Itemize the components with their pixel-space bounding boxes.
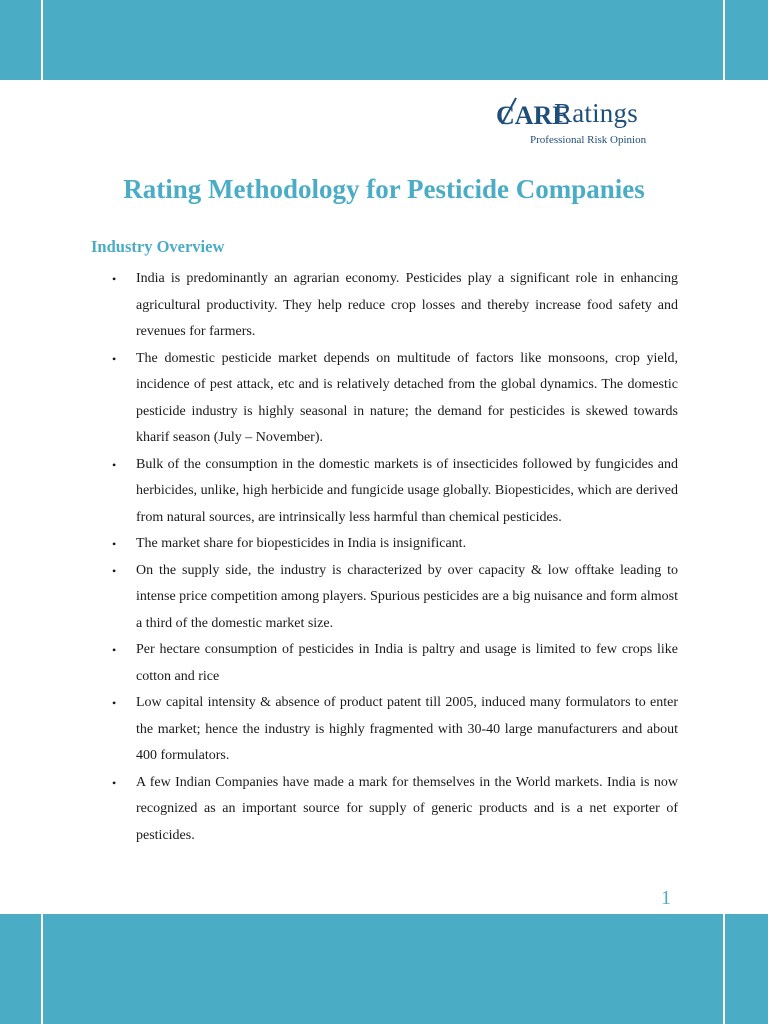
bullet-dot-icon: • (112, 457, 117, 472)
bullet-dot-icon: • (112, 775, 117, 790)
section-heading: Industry Overview (91, 237, 225, 256)
page-number: 1 (661, 887, 671, 909)
bullet-dot-icon: • (112, 696, 117, 710)
page-edge-left (41, 0, 43, 1024)
care-logo-icon (496, 94, 570, 134)
brand-tagline: Professional Risk Opinion (530, 134, 647, 146)
header-band (0, 0, 768, 80)
care-ratings-logo (496, 94, 686, 150)
bullet-item: • The domestic pesticide market depends on multitude of factors like monsoons, crop yield, incidence of pest attack, etc and is relatively detached from the global dynamics. The domestic pesticide industry is highly seasonal in nature; the demand for pesticides is skewed towards kharif season (July – November). (112, 346, 678, 452)
bullet-item: • Low capital intensity & absence of product patent till 2005, induced many formulators to enter the market; hence the industry is highly fragmented with 30-40 large manufacturers and about 400 formulators. (112, 690, 678, 770)
bullet-item: • India is predominantly an agrarian economy. Pesticides play a significant role in enhancing agricultural productivity. They help reduce crop losses and thereby increase food safety and revenues for farmers. (112, 266, 678, 346)
brand-name: Ratings (554, 98, 638, 128)
svg-text:CARE: CARE (496, 101, 570, 130)
bullet-item: • On the supply side, the industry is characterized by over capacity & low offtake leading to intense price competition among players. Spurious pesticides are a big nuisance and form almost a third of the domestic market size. (112, 558, 678, 638)
bullet-dot-icon: • (112, 643, 117, 657)
bullet-dot-icon: • (112, 351, 117, 366)
page-edge-right (723, 0, 725, 1024)
bullet-item: • Per hectare consumption of pesticides in India is paltry and usage is limited to few crops like cotton and rice (112, 637, 678, 690)
footer-band (0, 914, 768, 1024)
document-title: Rating Methodology for Pesticide Companies (123, 174, 645, 204)
bullet-dot-icon: • (112, 537, 117, 551)
bullet-list (112, 266, 678, 849)
bullet-item: • The market share for biopesticides in India is insignificant. (112, 531, 678, 558)
bullet-item: • A few Indian Companies have made a mark for themselves in the World markets. India is now recognized as an important source for supply of generic products and is a net exporter of pesticides. (112, 770, 678, 850)
bullet-dot-icon: • (112, 563, 117, 578)
bullet-item: • Bulk of the consumption in the domestic markets is of insecticides followed by fungicides and herbicides, unlike, high herbicide and fungicide usage globally. Biopesticides, which are derived from natural sources, are intrinsically less harmful than chemical pesticides. (112, 452, 678, 532)
bullet-dot-icon: • (112, 272, 117, 286)
